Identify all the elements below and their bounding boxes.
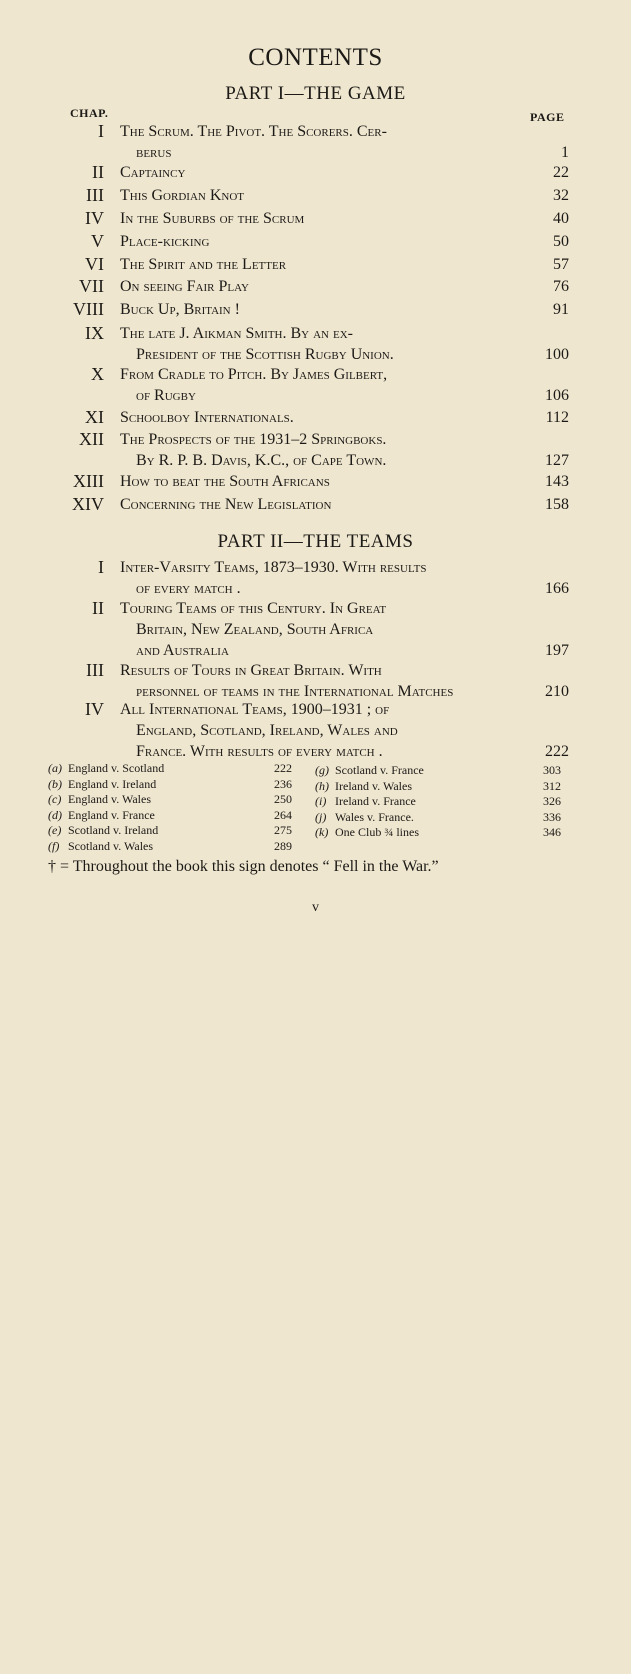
page-number: 50 bbox=[553, 233, 569, 250]
chapter-title-line: This Gordian Knot bbox=[120, 187, 244, 204]
sub-item-label: (b) bbox=[48, 776, 62, 791]
page-number: 106 bbox=[545, 387, 569, 404]
chapter-number: VII bbox=[79, 276, 104, 296]
chapter-title-line: In the Suburbs of the Scrum bbox=[120, 210, 305, 227]
page-folio: v bbox=[312, 900, 319, 915]
part1-heading: PART I—THE GAME bbox=[225, 83, 406, 104]
chapter-number: X bbox=[91, 364, 104, 384]
page-number: 222 bbox=[545, 743, 569, 760]
page-number: 210 bbox=[545, 683, 569, 700]
page-number: 166 bbox=[545, 580, 569, 597]
sub-item-page: 303 bbox=[543, 763, 561, 777]
sub-list-item bbox=[48, 807, 292, 824]
chapter-title-line: Place-kicking bbox=[120, 233, 210, 250]
chap-column-label: CHAP. bbox=[70, 106, 109, 120]
sub-item-text: England v. Wales bbox=[68, 792, 152, 806]
sub-item-label: (f) bbox=[48, 838, 60, 853]
page-number: 112 bbox=[545, 409, 569, 426]
page-number: 32 bbox=[553, 187, 569, 204]
sub-list-item bbox=[48, 823, 292, 839]
chapter-number: I bbox=[98, 557, 104, 577]
chapter-title-line: Buck Up, Britain ! bbox=[120, 301, 240, 318]
sub-list-item bbox=[48, 761, 292, 777]
page-number: 57 bbox=[553, 256, 569, 273]
sub-item-label: (i) bbox=[315, 794, 327, 808]
sub-list-item bbox=[48, 838, 292, 855]
chapter-title-line: The late J. Aikman Smith. By an ex- bbox=[120, 325, 353, 342]
sub-item-text: England v. Scotland bbox=[68, 761, 165, 775]
sub-item-text: Ireland v. Wales bbox=[335, 778, 413, 793]
sub-item-text: Wales v. France. bbox=[335, 809, 414, 824]
page-number: 143 bbox=[545, 473, 569, 490]
page-number: 158 bbox=[545, 496, 569, 513]
page-title: CONTENTS bbox=[248, 44, 383, 71]
chapter-title-line: How to beat the South Africans bbox=[120, 473, 330, 490]
chapter-title-line: The Spirit and the Letter bbox=[120, 256, 287, 273]
sub-item-label: (a) bbox=[48, 761, 62, 775]
page-number: 91 bbox=[553, 301, 569, 318]
sub-item-page: 264 bbox=[274, 807, 292, 822]
chapter-title-line: From Cradle to Pitch. By James Gilbert, bbox=[120, 366, 388, 383]
chapter-title-line: Results of Tours in Great Britain. With bbox=[120, 662, 382, 679]
page-number: 1 bbox=[561, 144, 569, 161]
sub-item-text: Scotland v. Wales bbox=[68, 838, 154, 853]
chapter-title-line: France. With results of every match . bbox=[136, 743, 383, 760]
chapter-number: II bbox=[92, 162, 104, 182]
sub-item-text: England v. Ireland bbox=[68, 776, 157, 791]
chapter-number: V bbox=[91, 231, 104, 251]
footnote: † = Throughout the book this sign denotes “ Fell in the War.” bbox=[48, 858, 439, 875]
chapter-title-line: and Australia bbox=[136, 642, 229, 659]
chapter-title-line: Schoolboy Internationals. bbox=[120, 409, 294, 426]
sub-item-text: England v. France bbox=[68, 807, 155, 822]
sub-item-text: Ireland v. France bbox=[335, 794, 416, 808]
chapter-title-line: All International Teams, 1900–1931 ; of bbox=[120, 701, 390, 718]
sub-item-page: 336 bbox=[543, 809, 561, 824]
sub-item-label: (e) bbox=[48, 823, 62, 837]
sub-item-label: (c) bbox=[48, 792, 62, 806]
page-number: 127 bbox=[545, 452, 569, 469]
chapter-number: IV bbox=[85, 208, 104, 228]
chapter-number: II bbox=[92, 598, 104, 618]
chapter-number: III bbox=[86, 660, 104, 680]
sub-list-item bbox=[315, 794, 561, 810]
page-column-label: PAGE bbox=[530, 110, 565, 124]
chapter-number: XI bbox=[85, 407, 104, 427]
chapter-title-line: personnel of teams in the International Matches bbox=[136, 683, 454, 700]
chapter-title-line: The Prospects of the 1931–2 Springboks. bbox=[120, 431, 387, 448]
chapter-number: XII bbox=[79, 429, 104, 449]
part2-heading: PART II—THE TEAMS bbox=[217, 531, 414, 552]
chapter-title-line: On seeing Fair Play bbox=[120, 278, 249, 295]
sub-item-label: (d) bbox=[48, 807, 62, 822]
sub-item-label: (g) bbox=[315, 763, 329, 777]
chapter-title-line: President of the Scottish Rugby Union. bbox=[136, 346, 394, 363]
sub-list-item bbox=[48, 776, 292, 793]
sub-item-label: (k) bbox=[315, 825, 329, 839]
chapter-title-line: Captaincy bbox=[120, 164, 186, 181]
sub-item-text: Scotland v. Ireland bbox=[68, 823, 159, 837]
sub-item-page: 222 bbox=[274, 761, 292, 775]
chapter-title-line: of Rugby bbox=[136, 387, 196, 404]
sub-item-page: 312 bbox=[543, 778, 561, 793]
chapter-title-line: of every match . bbox=[136, 580, 241, 597]
chapter-title-line: By R. P. B. Davis, K.C., of Cape Town. bbox=[136, 452, 387, 469]
sub-item-page: 250 bbox=[274, 792, 292, 806]
chapter-number: VI bbox=[85, 254, 104, 274]
sub-item-page: 326 bbox=[543, 794, 561, 808]
chapter-title-line: Inter-Varsity Teams, 1873–1930. With results bbox=[120, 559, 427, 576]
sub-item-page: 236 bbox=[274, 776, 292, 791]
sub-item-page: 275 bbox=[274, 823, 292, 837]
sub-item-page: 346 bbox=[543, 825, 561, 839]
page-number: 76 bbox=[553, 278, 569, 295]
sub-item-label: (j) bbox=[315, 809, 327, 824]
chapter-title-line: Britain, New Zealand, South Africa bbox=[136, 621, 374, 638]
chapter-number: IV bbox=[85, 699, 104, 719]
sub-item-text: Scotland v. France bbox=[335, 763, 424, 777]
chapter-title-line: England, Scotland, Ireland, Wales and bbox=[136, 722, 398, 739]
page-number: 22 bbox=[553, 164, 569, 181]
chapter-title-line: berus bbox=[136, 144, 172, 161]
chapter-number: XIV bbox=[72, 494, 104, 514]
sub-list-item bbox=[315, 825, 561, 841]
chapter-number: XIII bbox=[73, 471, 104, 491]
chapter-title-line: Concerning the New Legislation bbox=[120, 496, 332, 513]
sub-list-item bbox=[48, 792, 292, 808]
page-number: 100 bbox=[545, 346, 569, 363]
chapter-number: III bbox=[86, 185, 104, 205]
chapter-number: IX bbox=[85, 323, 104, 343]
sub-list-item bbox=[315, 778, 561, 795]
page-number: 197 bbox=[545, 642, 569, 659]
sub-item-text: One Club ¾ lines bbox=[335, 825, 419, 839]
chapter-number: VIII bbox=[73, 299, 104, 319]
chapter-title-line: The Scrum. The Pivot. The Scorers. Cer- bbox=[120, 123, 387, 140]
chapter-title-line: Touring Teams of this Century. In Great bbox=[120, 600, 387, 617]
sub-list-item bbox=[315, 763, 561, 779]
sub-list-item bbox=[315, 809, 561, 826]
page-number: 40 bbox=[553, 210, 569, 227]
sub-item-label: (h) bbox=[315, 778, 329, 793]
sub-item-page: 289 bbox=[274, 838, 292, 853]
chapter-number: I bbox=[98, 121, 104, 141]
